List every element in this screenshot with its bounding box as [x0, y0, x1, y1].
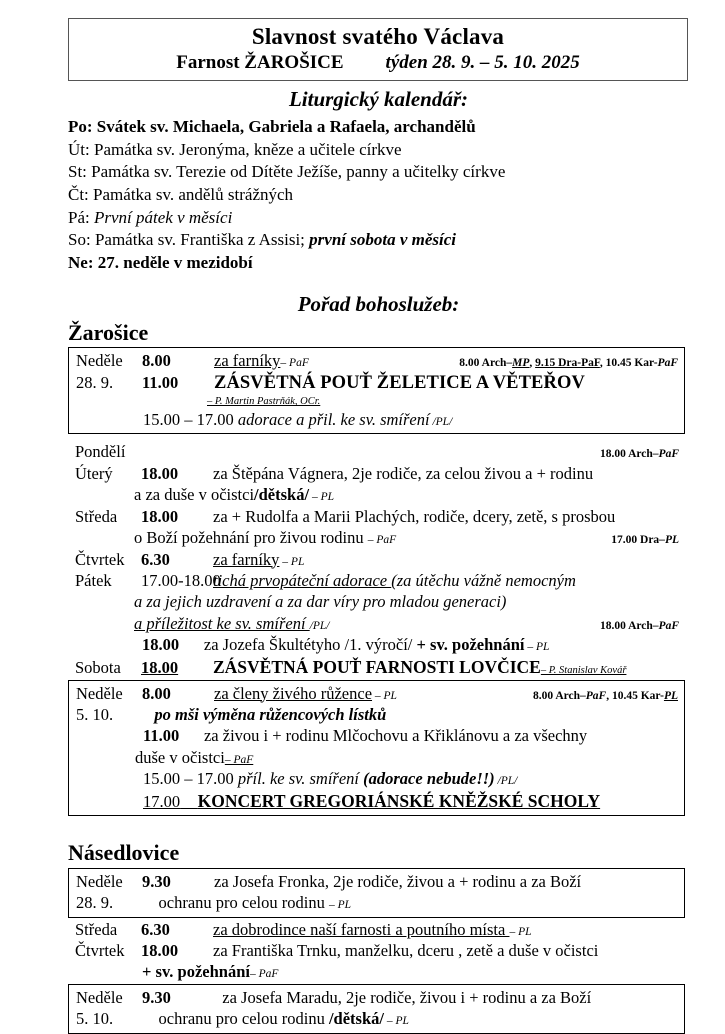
row-other-churches: 18.00 Arch–PaF: [599, 448, 679, 461]
row-time: 18.00: [141, 657, 179, 677]
row-time: 6.30: [141, 549, 170, 569]
row-intention: za + Rudolfa a Marii Plachých, rodiče, dcery, zetě, s prosbou: [213, 506, 616, 526]
calendar-text-so-extra: první sobota v měsíci: [309, 230, 457, 250]
row-time: 11.00: [142, 373, 179, 393]
row-intention: za Josefa Fronka, 2je rodiče, živou a + rodinu a za Boží: [214, 871, 582, 891]
row-time: 6.30: [141, 919, 170, 939]
calendar-text-so: Památka sv. Františka z Assisi;: [94, 230, 305, 250]
row-day: Neděle: [76, 871, 123, 891]
table-row: [69, 725, 684, 746]
priest-code: – PL: [328, 899, 351, 912]
table-row: [68, 549, 685, 570]
row-day: Úterý: [75, 463, 113, 483]
table-row: [68, 656, 685, 679]
row-time: 8.00: [142, 683, 171, 703]
calendar-entry-pa: [68, 207, 689, 230]
calendar-text-po: Svátek sv. Michaela, Gabriela a Rafaela, archandělů: [96, 117, 476, 137]
row-event: [213, 656, 679, 679]
liturgical-calendar-list: [68, 116, 689, 274]
row-event-title: ZÁSVĚTNÁ POUŤ ŽELETICE A VĚTEŘOV: [214, 373, 585, 394]
calendar-text-pa: První pátek v měsíci: [93, 207, 233, 227]
blessing-note: [412, 635, 524, 654]
table-row: [68, 961, 685, 982]
calendar-entry-po: [68, 116, 689, 139]
table-row: [68, 463, 685, 484]
row-cont: duše v očistci: [135, 747, 225, 767]
table-row: [68, 484, 685, 505]
parish-label: Farnost ŽAROŠICE: [176, 52, 344, 74]
calendar-heading: Liturgický kalendář:: [288, 86, 469, 111]
priest-code: – PaF: [224, 753, 254, 766]
week-range: týden 28. 9. – 5. 10. 2025: [385, 52, 580, 74]
row-intention: [214, 987, 678, 1008]
intention-text: za živou i + rodinu Mlčochovu a Křiklánovu a za všechny: [203, 726, 588, 746]
priest-code: – PaF: [280, 356, 309, 369]
adoration-cancel-note: (adorace nebude!!): [363, 769, 495, 789]
row-time: 18.00: [141, 506, 179, 526]
row-cont-wrap: [134, 527, 603, 548]
calendar-day-so: So:: [68, 230, 91, 250]
row-other-churches: 17.00 Dra–PL: [611, 534, 679, 547]
intention-text: za farníky: [213, 549, 280, 569]
row-day: Neděle: [76, 350, 123, 370]
row-cont: ochranu pro celou rodinu: [158, 1009, 329, 1029]
intention-text: za Jozefa Škultétyho: [203, 635, 345, 655]
row-day: Pondělí: [75, 442, 126, 462]
row-day: Středa: [75, 506, 118, 526]
intention-text: za dobrodince naší farnosti a poutního místa: [213, 919, 510, 939]
adoration-text: adorace a přil. ke sv. smíření: [237, 409, 430, 429]
row-other-churches: 18.00 Arch–PaF: [599, 619, 679, 632]
other-1: 8.00 Arch–: [459, 356, 513, 369]
row-cont: a za duše v očistci: [134, 485, 255, 505]
row-day: Sobota: [75, 657, 121, 677]
row-body: [213, 570, 679, 591]
calendar-day-po: Po:: [68, 117, 93, 137]
intention-text: za Josefa Maradu, 2je rodiče, živou i + rodinu a za Boží: [222, 987, 592, 1007]
row-intention: za Štěpána Vágnera, 2je rodiče, za celou živou a + rodinu: [213, 463, 594, 483]
other-1b: MP: [512, 356, 530, 369]
title-box: [68, 18, 688, 81]
row-day: Pátek: [75, 571, 112, 590]
calendar-text-ut: Památka sv. Jeronýma, kněze a učitele církve: [93, 139, 402, 159]
village-heading-nasedlovice: Násedlovice: [68, 840, 180, 866]
calendar-day-ut: Út:: [68, 139, 90, 159]
note-code: /PL/: [497, 775, 518, 788]
table-row: [69, 790, 684, 813]
calendar-entry-ct: [68, 184, 689, 207]
table-row: [69, 350, 684, 371]
priest-text: – PL: [282, 555, 305, 568]
table-row: [69, 395, 684, 409]
other-2: , 10.45 Kar-: [606, 689, 664, 702]
row-day: Neděle: [76, 683, 123, 703]
table-row: [69, 371, 684, 395]
row-time: 17.00: [143, 791, 181, 811]
row-celebrant: – P. Martin Pastrňák, OCr.: [207, 396, 321, 408]
row-bold-note: /dětská/: [254, 485, 310, 505]
calendar-day-ct: Čt:: [68, 184, 89, 204]
nasedlovice-sunday-0510-block: [68, 984, 685, 1034]
row-celebrant: – P. Stanislav Kovář: [540, 664, 627, 676]
nasedlovice-sunday-2809-block: [68, 868, 685, 918]
table-row: [68, 940, 685, 961]
page-title: Slavnost svatého Václava: [251, 24, 505, 49]
table-row: [69, 1008, 684, 1029]
table-row: [69, 704, 684, 725]
table-row: [68, 613, 685, 634]
childrens-mass-note: /dětská/: [328, 1009, 384, 1029]
row-intention: za Františka Trnku, manželku, dceru , zetě a duše v očistci: [213, 941, 599, 961]
adoration-label: tichá prvopáteční adorace: [213, 571, 392, 590]
row-note: /PL/: [309, 619, 330, 632]
other-priest: PL: [664, 534, 679, 547]
other-4: , 10.45 Kar-: [599, 356, 658, 369]
calendar-day-st: St:: [68, 162, 87, 182]
table-row: [69, 987, 684, 1008]
table-row: [69, 892, 684, 913]
services-heading: Pořad bohoslužeb:: [297, 292, 460, 317]
row-time: 18.00: [141, 463, 179, 483]
priest-code: [384, 1015, 409, 1027]
priest-code: – PaF: [249, 968, 279, 981]
table-row: [69, 871, 684, 892]
table-row: [69, 409, 684, 430]
row-time-range: 15.00 – 17.00: [143, 409, 234, 429]
row-intention: [214, 683, 525, 704]
row-time: 9.30: [142, 871, 171, 891]
row-time-range: 15.00 – 17.00: [143, 769, 234, 789]
row-event-title: [180, 790, 678, 813]
row-note: [495, 774, 518, 789]
parish-week-line: [69, 51, 687, 75]
rosary-note: po mši výměna růžencových lístků: [154, 704, 387, 724]
row-other-churches: [451, 356, 678, 371]
table-row: [69, 747, 684, 768]
row-day: Neděle: [76, 987, 123, 1007]
blessing-text: + sv. požehnání: [416, 635, 525, 655]
row-day: Čtvrtek: [75, 941, 125, 961]
row-intention: [213, 919, 679, 940]
calendar-day-ne: Ne:: [68, 252, 94, 272]
table-row: [68, 591, 685, 612]
row-intention: [213, 549, 679, 570]
row-text: [234, 768, 495, 789]
anniversary-note: /1. výročí/: [344, 635, 413, 655]
row-cont: a příležitost ke sv. smíření: [134, 613, 310, 633]
row-date: 5. 10.: [76, 1009, 114, 1029]
zarosice-sunday-2809-block: [68, 347, 685, 435]
priest-text: – PL: [374, 689, 397, 702]
row-intention: [179, 634, 679, 655]
row-cont: o Boží požehnání pro živou rodinu: [134, 528, 368, 548]
row-cont: ochranu pro celou rodinu: [158, 893, 329, 913]
priest-text: – PL: [311, 491, 334, 504]
row-cont: + sv. požehnání: [142, 962, 250, 982]
row-time: 18.00: [141, 941, 179, 961]
row-cont-wrap: [142, 892, 678, 913]
concert-title: KONCERT GREGORIÁNSKÉ KNĚŽSKÉ SCHOLY: [197, 790, 601, 811]
table-row: [68, 506, 685, 527]
table-row: [68, 441, 685, 462]
row-time: 11.00: [143, 726, 180, 746]
row-cont: a za jejich uzdravení a za dar víry pro mladou generaci): [134, 592, 507, 612]
other-1: 8.00 Arch–: [532, 689, 586, 702]
row-intention: [179, 725, 678, 746]
row-date: 5. 10.: [76, 704, 114, 724]
priest-code: – PaF: [367, 534, 397, 547]
row-cont-wrap: [134, 613, 592, 634]
priest-code: – PL: [509, 925, 532, 938]
calendar-entry-ne: [68, 252, 689, 275]
calendar-text-ct: Památka sv. andělů strážných: [93, 184, 294, 204]
calendar-day-pa: Pá:: [68, 207, 90, 227]
row-text: [234, 409, 430, 430]
other-5: PaF: [657, 356, 678, 369]
row-time: 18.00: [142, 635, 180, 655]
table-row: [68, 570, 685, 591]
row-day: Čtvrtek: [75, 549, 125, 569]
row-cont-wrap: [142, 1008, 678, 1029]
row-date: 28. 9.: [76, 373, 114, 393]
row-date: 28. 9.: [76, 893, 114, 913]
other-priest: PaF: [658, 619, 679, 632]
other-3: 9.15 Dra-PaF: [535, 356, 600, 369]
table-row: [68, 919, 685, 940]
calendar-entry-st: [68, 161, 689, 184]
confession-text: příl. ke sv. smíření: [237, 769, 364, 789]
calendar-text-st: Památka sv. Terezie od Dítěte Ježíše, panny a učitelky církve: [91, 162, 506, 182]
row-time: 8.00: [142, 350, 171, 370]
note-code: /PL/: [432, 415, 453, 428]
priest-code: [279, 556, 304, 568]
calendar-entry-so: [68, 229, 689, 252]
row-note: [142, 704, 678, 725]
row-time: 9.30: [142, 987, 171, 1007]
priest-code: [524, 641, 549, 653]
nasedlovice-weekdays-block: [68, 918, 685, 984]
intention-text: za farníky: [214, 350, 281, 370]
village-heading-zarosice: Žarošice: [68, 319, 149, 345]
other-1b: PaF: [585, 689, 607, 702]
calendar-text-ne: 27. neděle v mezidobí: [97, 252, 253, 272]
priest-code: [372, 690, 397, 702]
row-note: [430, 415, 453, 430]
intention-text: za členy živého růžence: [214, 683, 373, 703]
row-intention: [214, 350, 451, 371]
other-2: ,: [529, 356, 536, 369]
zarosice-weekdays-block: [68, 440, 685, 679]
row-event-title: ZÁSVĚTNÁ POUŤ FARNOSTI LOVČICE: [213, 656, 541, 677]
table-row: [68, 634, 685, 655]
table-row: [69, 683, 684, 704]
table-row: [68, 527, 685, 548]
row-day: Středa: [75, 919, 118, 939]
zarosice-sunday-0510-block: [68, 680, 685, 817]
calendar-entry-ut: [68, 139, 689, 162]
priest-code: [309, 490, 334, 505]
other-priest: PaF: [658, 448, 679, 461]
adoration-detail: (za útěchu vážně nemocným: [391, 571, 576, 590]
priest-text: – PL: [527, 641, 550, 654]
table-row: [69, 768, 684, 789]
row-other-churches: [525, 689, 678, 704]
row-time: 17.00-18.00: [141, 571, 221, 590]
priest-text: – PL: [386, 1015, 409, 1028]
other-3: PL: [663, 689, 678, 702]
